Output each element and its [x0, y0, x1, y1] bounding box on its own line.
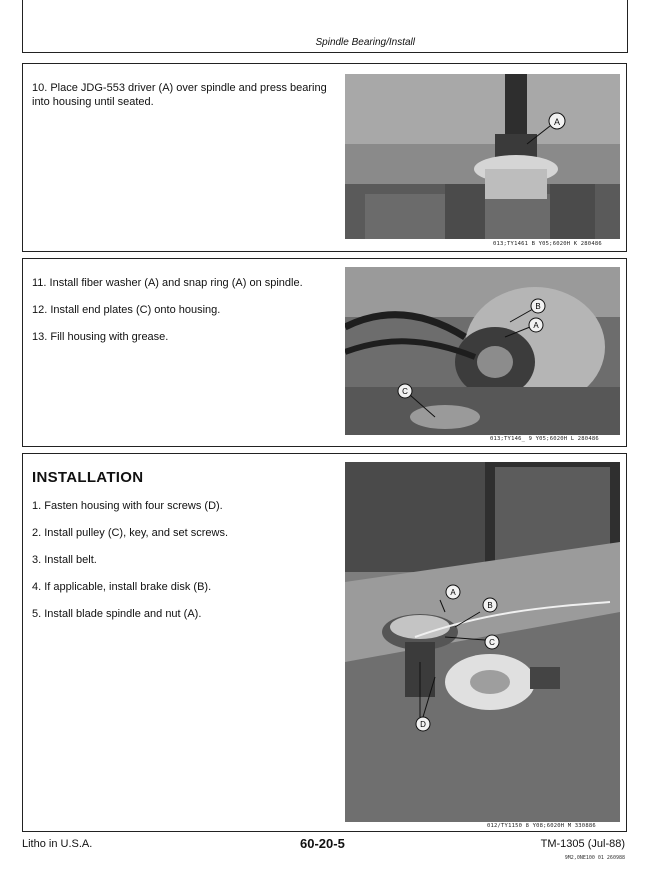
page-header-title: Spindle Bearing/Install — [315, 37, 415, 48]
callout-c-label: C — [402, 387, 408, 396]
step-12-text: 12. Install end plates (C) onto housing. — [32, 304, 221, 316]
install-step-4: 4. If applicable, install brake disk (B). — [32, 581, 212, 593]
section-washer-snapring — [22, 258, 627, 447]
step-11-text: 11. Install fiber washer (A) and snap ring (A) on spindle. — [32, 277, 303, 289]
footer-manual-id: TM-1305 (Jul-88) — [540, 838, 625, 850]
step-10-text: 10. Place JDG-553 driver (A) over spindle and press bearing into housing until seated. — [32, 82, 327, 108]
section-installation — [22, 453, 627, 832]
photo-installed-spindle — [345, 462, 620, 822]
install-step-5: 5. Install blade spindle and nut (A). — [32, 608, 202, 620]
section-bearing-install — [22, 63, 627, 252]
footer-print-code: 9M2,0NE100 01 260988 — [564, 855, 625, 861]
install-step-1: 1. Fasten housing with four screws (D). — [32, 500, 223, 512]
callout-a-label: A — [553, 117, 561, 127]
photo-snap-ring-install — [345, 267, 620, 435]
photo-caption: 012/TY1150 8 Y08;6020H M 330886 — [487, 823, 596, 829]
install-step-3: 3. Install belt. — [32, 554, 97, 566]
photo-driver-over-spindle — [345, 74, 620, 239]
install-step-2: 2. Install pulley (C), key, and set screws. — [32, 527, 229, 539]
callout-c-label: C — [489, 638, 495, 647]
photo-caption: 013;TY146_ 9 Y05;6020H L 280486 — [490, 436, 599, 442]
section-heading: INSTALLATION — [32, 469, 144, 486]
callout-d-label: D — [420, 720, 426, 729]
footer-page-number: 60-20-5 — [300, 836, 345, 851]
callout-b-label: B — [535, 302, 541, 311]
step-13-text: 13. Fill housing with grease. — [32, 331, 169, 343]
callout-b-label: B — [487, 601, 493, 610]
callout-a-label: A — [450, 588, 456, 597]
footer-litho: Litho in U.S.A. — [22, 838, 93, 850]
callout-a-label: A — [533, 321, 539, 330]
photo-caption: 013;TY1461 B Y05;6020H K 280486 — [493, 241, 602, 247]
